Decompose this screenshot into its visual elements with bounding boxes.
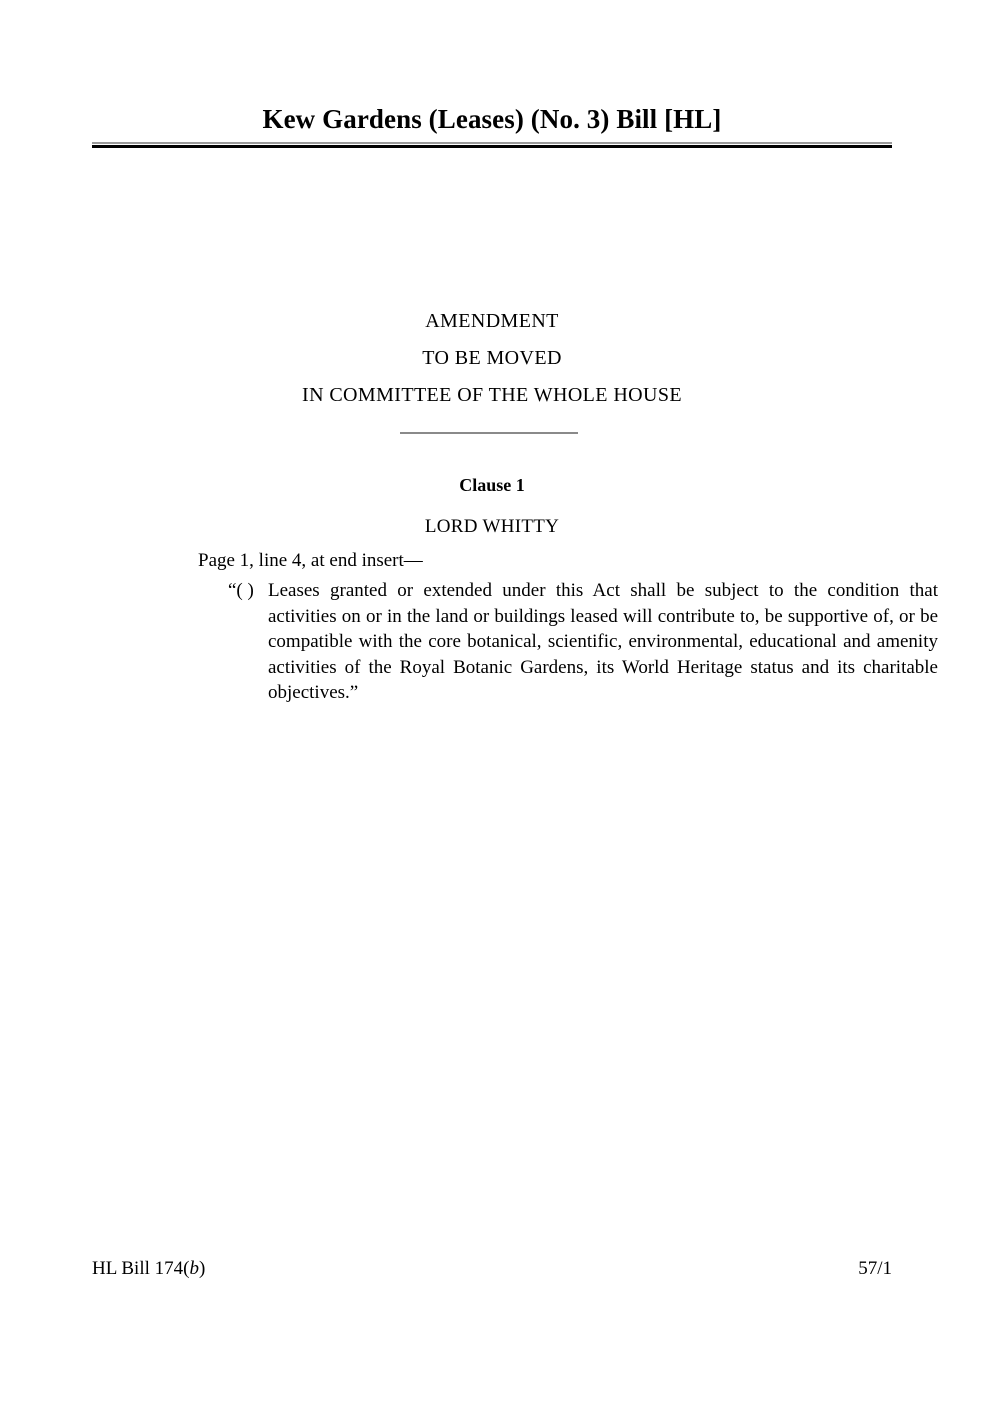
bill-reference-prefix: HL Bill 174( [92, 1258, 190, 1279]
page-title: Kew Gardens (Leases) (No. 3) Bill [HL] [262, 104, 722, 134]
heading-block [92, 303, 892, 414]
title-rule-thick [92, 145, 892, 148]
amendment-body-text: Leases granted or extended under this Act shall be subject to the condition that activities on or in the land or buildings leased will contribute to, be supportive of, or be compatible with the core botanical, scientific, environmental, educational and amenity activities of the Royal Botanic Gardens, its World Heritage status and its charitable objectives.” [268, 580, 938, 703]
amendment-marker: “( ) [228, 580, 254, 601]
heading-to-be-moved: TO BE MOVED [422, 347, 562, 369]
clause-label: Clause 1 [459, 475, 525, 495]
title-divider-rule [92, 142, 892, 148]
page-footer [92, 1258, 892, 1280]
bill-reference-italic: b [189, 1258, 199, 1279]
heading-in-committee: IN COMMITTEE OF THE WHOLE HOUSE [302, 384, 682, 406]
amendment-text-block [228, 578, 938, 706]
bill-reference-suffix: ) [198, 1258, 206, 1279]
section-divider-rule [400, 432, 578, 434]
bill-reference [92, 1258, 205, 1280]
page-reference: 57/1 [858, 1258, 892, 1279]
heading-amendment: AMENDMENT [425, 310, 559, 332]
member-name: LORD WHITTY [424, 516, 560, 537]
amendment-instruction: Page 1, line 4, at end insert— [198, 550, 423, 571]
